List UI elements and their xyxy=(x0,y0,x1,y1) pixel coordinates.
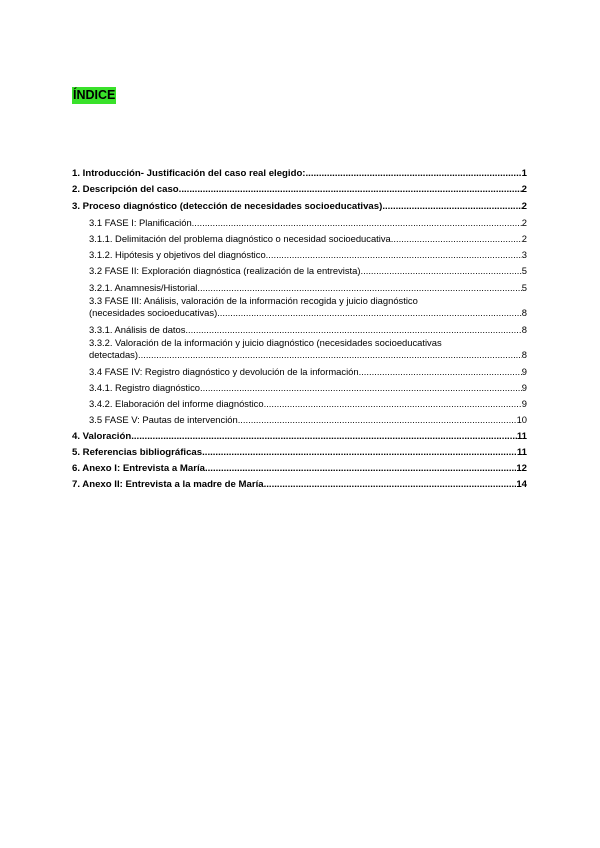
toc-entry[interactable]: 3.4 FASE IV: Registro diagnóstico y devolución de la información ..... 9 xyxy=(72,363,527,379)
page-number: 2 xyxy=(521,200,527,212)
toc-entry[interactable]: 3.3.2. Valoración de la información y juicio diagnóstico (necesidades socioeducativas detectadas) ..... 8 xyxy=(72,337,527,363)
page-number: 14 xyxy=(516,479,527,491)
toc-entry[interactable]: 6. Anexo I: Entrevista a María ..... 12 xyxy=(72,460,527,476)
page-number: 12 xyxy=(516,463,527,474)
page-number: 9 xyxy=(521,382,527,394)
page-number: 1 xyxy=(521,168,527,180)
index-heading: ÍNDICE xyxy=(73,88,116,102)
table-of-contents xyxy=(72,165,527,492)
page-number: 8 xyxy=(521,348,527,360)
toc-entry[interactable]: 3. Proceso diagnóstico (detección de necesidades socioeducativas) ..... 2 xyxy=(72,197,527,213)
page-number: 2 xyxy=(521,184,527,196)
toc-entry[interactable]: 3.3 FASE III: Análisis, valoración de la información recogida y juicio diagnóstico (necesidades socioeducativas) ..... 8 xyxy=(72,295,527,321)
page-number: 9 xyxy=(521,398,527,410)
page-number: 2 xyxy=(521,216,527,228)
toc-entry[interactable]: 3.4.1. Registro diagnóstico ..... 9 xyxy=(72,379,527,395)
page-number: 3 xyxy=(521,249,527,261)
toc-entry[interactable]: 3.1.1. Delimitación del problema diagnóstico o necesidad socioeducativa ..... 2 xyxy=(72,230,527,246)
toc-entry[interactable]: 3.4.2. Elaboración del informe diagnóstico ..... 9 xyxy=(72,395,527,411)
page-number: 8 xyxy=(521,323,527,335)
toc-entry[interactable]: 3.5 FASE V: Pautas de intervención ..... 10 xyxy=(72,411,527,427)
page-number: 5 xyxy=(521,281,527,293)
page-number: 10 xyxy=(516,414,527,426)
toc-entry[interactable]: 1. Introducción- Justificación del caso real elegido: ..... 1 xyxy=(72,165,527,181)
toc-entry[interactable]: 3.3.1. Análisis de datos ..... 8 xyxy=(72,321,527,337)
page-number: 11 xyxy=(516,430,527,442)
toc-entry[interactable]: 5. Referencias bibliográficas ..... 11 xyxy=(72,444,527,460)
page-number: 9 xyxy=(521,365,527,377)
page-number: 5 xyxy=(521,265,527,277)
toc-entry[interactable]: 3.1.2. Hipótesis y objetivos del diagnóstico ..... 3 xyxy=(72,246,527,262)
toc-entry[interactable]: 2. Descripción del caso ..... 2 xyxy=(72,181,527,197)
toc-entry[interactable]: 3.2 FASE II: Exploración diagnóstica (realización de la entrevista) ..... 5 xyxy=(72,262,527,278)
page-number: 8 xyxy=(521,306,527,318)
toc-entry[interactable]: 3.2.1. Anamnesis/Historial ..... 5 xyxy=(72,278,527,294)
toc-entry[interactable]: 3.1 FASE I: Planificación ..... 2 xyxy=(72,214,527,230)
toc-entry[interactable]: 7. Anexo II: Entrevista a la madre de María ..... 14 xyxy=(72,476,527,492)
page-number: 11 xyxy=(516,446,527,458)
page-number: 2 xyxy=(521,232,527,244)
toc-entry[interactable]: 4. Valoración ..... 11 xyxy=(72,427,527,443)
